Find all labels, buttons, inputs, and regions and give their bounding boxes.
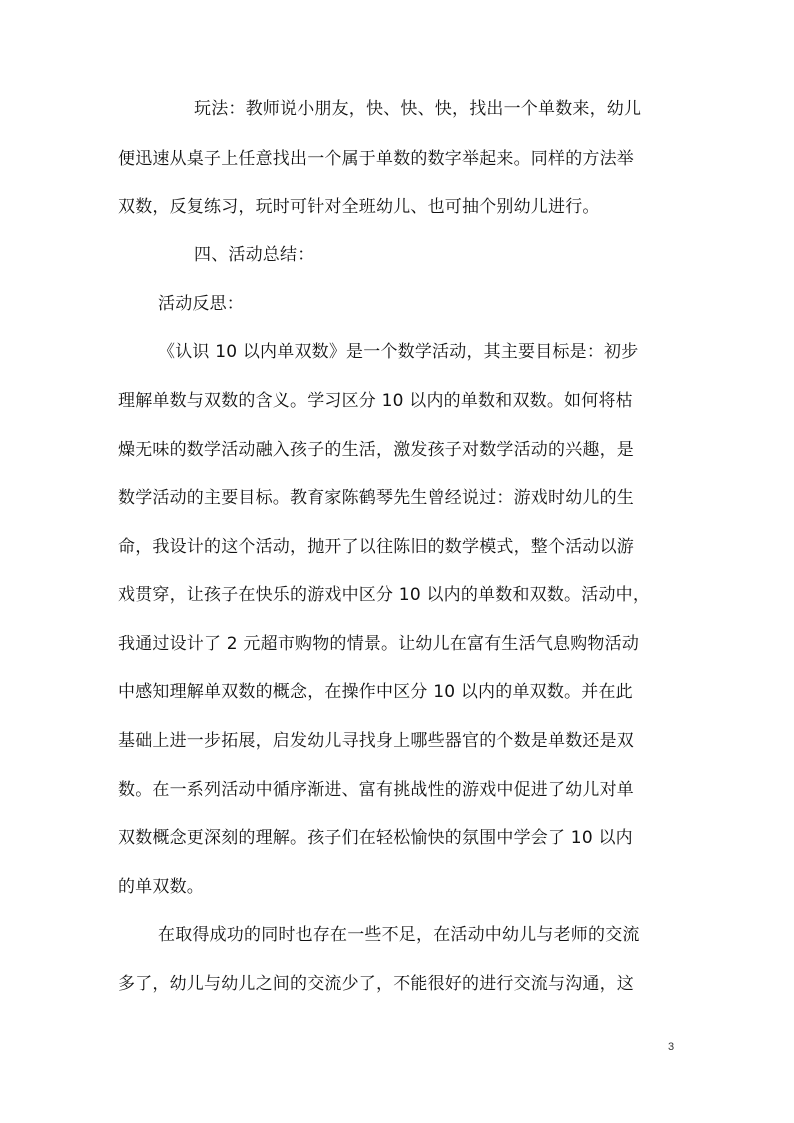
text-line: 双数，反复练习，玩时可针对全班幼儿、也可抽个别幼儿进行。 [118,197,600,217]
subheading: 活动反思： [158,294,244,314]
text-line: 我通过设计了 2 元超市购物的情景。让幼儿在富有生活气息购物活动 [118,634,640,654]
text-line: 玩法：教师说小朋友，快、快、快，找出一个单数来，幼儿 [194,99,642,119]
text-line: 理解单数与双数的含义。学习区分 10 以内的单数和双数。如何将枯 [118,391,633,411]
text-line: 戏贯穿，让孩子在快乐的游戏中区分 10 以内的单数和双数。活动中， [118,585,651,605]
page-number: 3 [668,1041,675,1053]
text-line: 便迅速从桌子上任意找出一个属于单数的数字举起来。同样的方法举 [118,149,634,169]
text-line: 双数概念更深刻的理解。孩子们在轻松愉快的氛围中学会了 10 以内 [118,828,633,848]
text-line: 《认识 10 以内单双数》是一个数学活动，其主要目标是：初步 [158,342,639,362]
text-line: 数学活动的主要目标。教育家陈鹤琴先生曾经说过：游戏时幼儿的生 [118,488,634,508]
section-heading: 四、活动总结： [194,245,315,265]
text-line: 多了，幼儿与幼儿之间的交流少了，不能很好的进行交流与沟通，这 [118,974,634,994]
text-line: 中感知理解单双数的概念，在操作中区分 10 以内的单双数。并在此 [118,682,633,702]
text-line: 燥无味的数学活动融入孩子的生活，激发孩子对数学活动的兴趣，是 [118,440,634,460]
text-line: 数。在一系列活动中循序渐进、富有挑战性的游戏中促进了幼儿对单 [118,780,634,800]
text-line: 的单双数。 [118,877,204,897]
text-line: 基础上进一步拓展，启发幼儿寻找身上哪些器官的个数是单数还是双 [118,731,634,751]
text-line: 在取得成功的同时也存在一些不足，在活动中幼儿与老师的交流 [158,925,640,945]
text-line: 命，我设计的这个活动，抛开了以往陈旧的数学模式，整个活动以游 [118,537,634,557]
